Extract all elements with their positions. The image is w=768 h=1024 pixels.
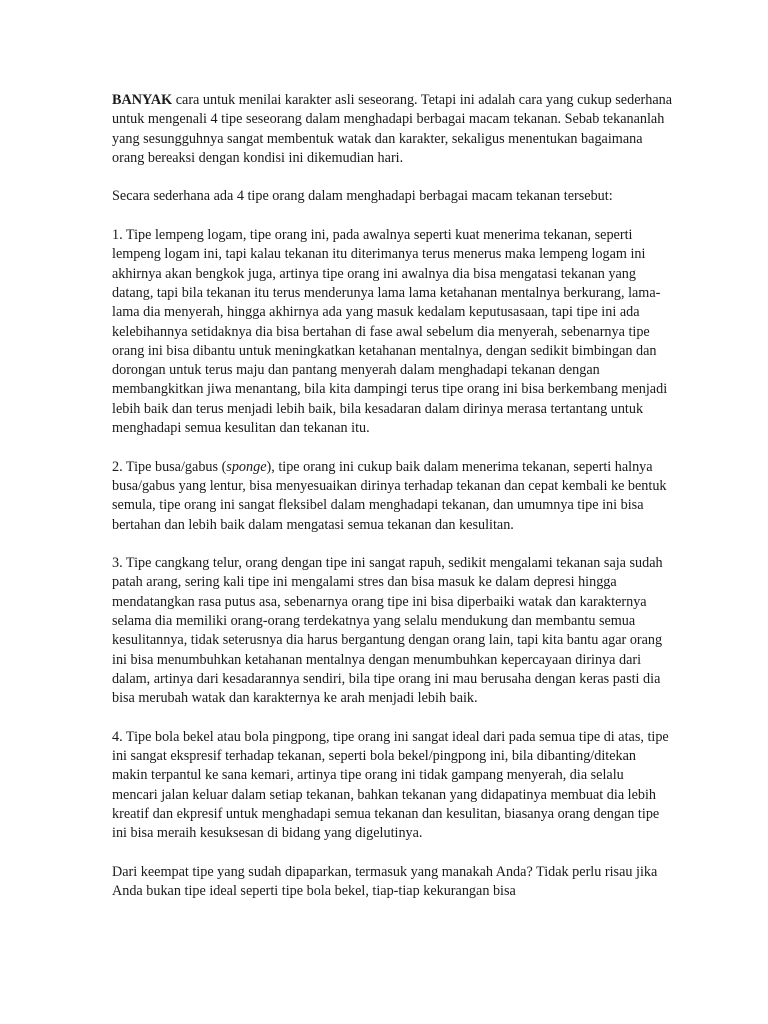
intro-paragraph [112, 91, 672, 168]
lead-word: BANYAK [112, 92, 173, 108]
summary-paragraph: Secara sederhana ada 4 tipe orang dalam menghadapi berbagai macam tekanan tersebut: [112, 188, 613, 205]
item-2-after: ), tipe orang ini cukup baik dalam menerima tekanan, seperti halnya busa/gabus yang lentur, bisa menyesuaikan dirinya terhadap tekanan dan cepat kembali ke bentuk semula, tipe orang ini sangat fleksibel dalam menghadapi tekanan, dan umumnya tipe ini bisa bertahan dan lebih baik dalam mengatasi semua tekanan dan kesulitan. [112, 458, 667, 533]
item-2-before: 2. Tipe busa/gabus ( [112, 458, 227, 475]
intro-text: cara untuk menilai karakter asli seseorang. Tetapi ini adalah cara yang cukup sederhana untuk mengenali 4 tipe seseorang dalam menghadapi berbagai macam tekanan. Sebab tekananlah yang sesungguhnya sangat membentuk watak dan karakter, sekaligus menentukan bagaimana orang bereaksi dengan kondisi ini dikemudian hari. [112, 92, 673, 166]
list-item-4: 4. Tipe bola bekel atau bola pingpong, tipe orang ini sangat ideal dari pada semua tipe di atas, tipe ini sangat ekspresif terhadap tekanan, seperti bola bekel/pingpong ini, bila dibanting/ditekan makin terpantul ke sana kemari, artinya tipe orang ini tidak gampang menyerah, dia selalu mencari jalan keluar dalam setiap tekanan, bahkan tekanan yang didapatinya membuat dia lebih kreatif dan ekpresif untuk menghadapi semua tekanan dan kesulitan, biasanya orang dengan tipe ini bisa meraih kesuksesan di bidang yang digelutinya. [112, 728, 669, 842]
list-item-1: 1. Tipe lempeng logam, tipe orang ini, pada awalnya seperti kuat menerima tekanan, seperti lempeng logam ini, tapi kalau tekanan itu diterimanya terus menerus maka lempeng logam ini akhirnya akan bengkok juga, artinya tipe orang ini awalnya dia bisa mengatasi tekanan yang datang, tapi bila tekanan itu terus menderunya lama lama ketahanan mentalnya berkurang, lama-lama dia menyerah, hingga akhirnya ada yang masuk kedalam keputusasaan, tapi tipe ini ada kelebihannya setidaknya dia bisa bertahan di fase awal sebelum dia menyerah, sebenarnya tipe orang ini bisa dibantu untuk meningkatkan ketahanan mentalnya, dengan sedikit bimbingan dan dorongan untuk terus maju dan pantang menyerah dalam menghadapi tekanan dengan membangkitkan jiwa menantang, bila kita dampingi terus tipe orang ini bisa berkembang menjadi lebih baik dan terus menjadi lebih baik, bila kesadaran dalam dirinya merasa tertantang untuk menghadapi semua kesulitan dan tekanan itu. [112, 227, 668, 437]
list-item-2 [112, 458, 672, 535]
closing-paragraph: Dari keempat tipe yang sudah dipaparkan, termasuk yang manakah Anda? Tidak perlu risau jika Anda bukan tipe ideal seperti tipe bola bekel, tiap-tiap kekurangan bisa [112, 863, 658, 900]
list-item-3: 3. Tipe cangkang telur, orang dengan tipe ini sangat rapuh, sedikit mengalami tekanan saja sudah patah arang, sering kali tipe ini mengalami stres dan bisa masuk ke dalam depresi hingga mendatangkan rasa putus asa, sebenarnya orang tipe ini bisa diperbaiki watak dan karakternya selama dia memiliki orang-orang terdekatnya yang selalu mendukung dan membantu semua kesulitannya, tidak seterusnya dia harus bergantung dengan orang lain, tapi kita bantu agar orang ini bisa menumbuhkan ketahanan mentalnya dengan menumbuhkan kepercayaan dirinya dari dalam, artinya dari kesadarannya sendiri, bila tipe orang ini mau berusaha dengan keras pasti dia bisa merubah watak dan karakternya ke arah menjadi lebih baik. [112, 555, 663, 707]
document-body [112, 91, 672, 921]
item-2-italic: sponge [226, 458, 267, 475]
